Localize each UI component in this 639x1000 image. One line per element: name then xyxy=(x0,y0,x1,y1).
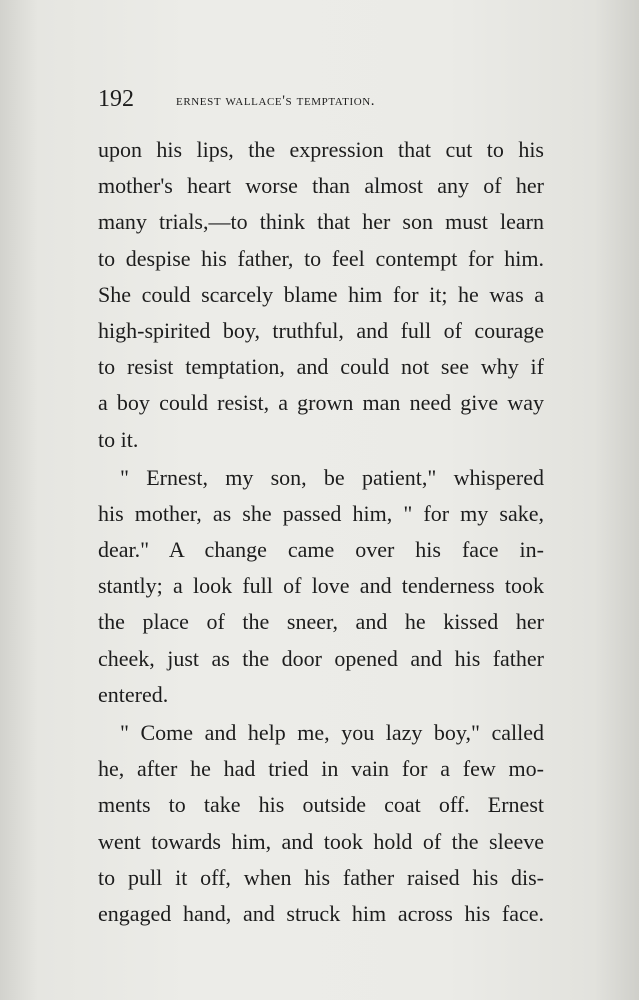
text-line: stantly; a look full of love and tenderness took xyxy=(98,573,544,599)
text-line: mother's heart worse than almost any of her xyxy=(98,173,544,199)
text-line: upon his lips, the expression that cut to his xyxy=(98,137,544,162)
body-text xyxy=(98,132,544,932)
text-line: went towards him, and took hold of the sleeve xyxy=(98,828,544,854)
text-line: the place of the sneer, and he kissed her xyxy=(98,609,544,635)
text-line: to it. xyxy=(98,426,139,452)
text-line: to pull it off, when his father raised his dis- xyxy=(98,864,544,890)
text-line: " Ernest, my son, be patient," whispered xyxy=(120,464,544,490)
text-line: engaged hand, and struck him across his face. xyxy=(98,900,544,926)
text-line: high-spirited boy, truthful, and full of courage xyxy=(98,317,544,343)
text-line: he, after he had tried in vain for a few mo- xyxy=(98,756,544,782)
text-line: " Come and help me, you lazy boy," called xyxy=(120,720,544,745)
text-line: his mother, as she passed him, " for my sake, xyxy=(98,500,544,526)
text-line: She could scarcely blame him for it; he was a xyxy=(98,281,544,307)
text-line: to resist temptation, and could not see why if xyxy=(98,354,544,380)
text-line: many trials,—to think that her son must learn xyxy=(98,209,544,235)
text-line: a boy could resist, a grown man need give way xyxy=(98,390,544,416)
text-line: ments to take his outside coat off. Ernest xyxy=(98,792,544,818)
page-header xyxy=(98,84,544,114)
text-line: cheek, just as the door opened and his father xyxy=(98,645,544,671)
text-line: to despise his father, to feel contempt for him. xyxy=(98,245,544,271)
text-line: entered. xyxy=(98,681,169,707)
running-title: ernest wallace's temptation. xyxy=(176,93,376,109)
text-line: dear." A change came over his face in- xyxy=(98,537,544,563)
page-number: 192 xyxy=(98,86,134,112)
